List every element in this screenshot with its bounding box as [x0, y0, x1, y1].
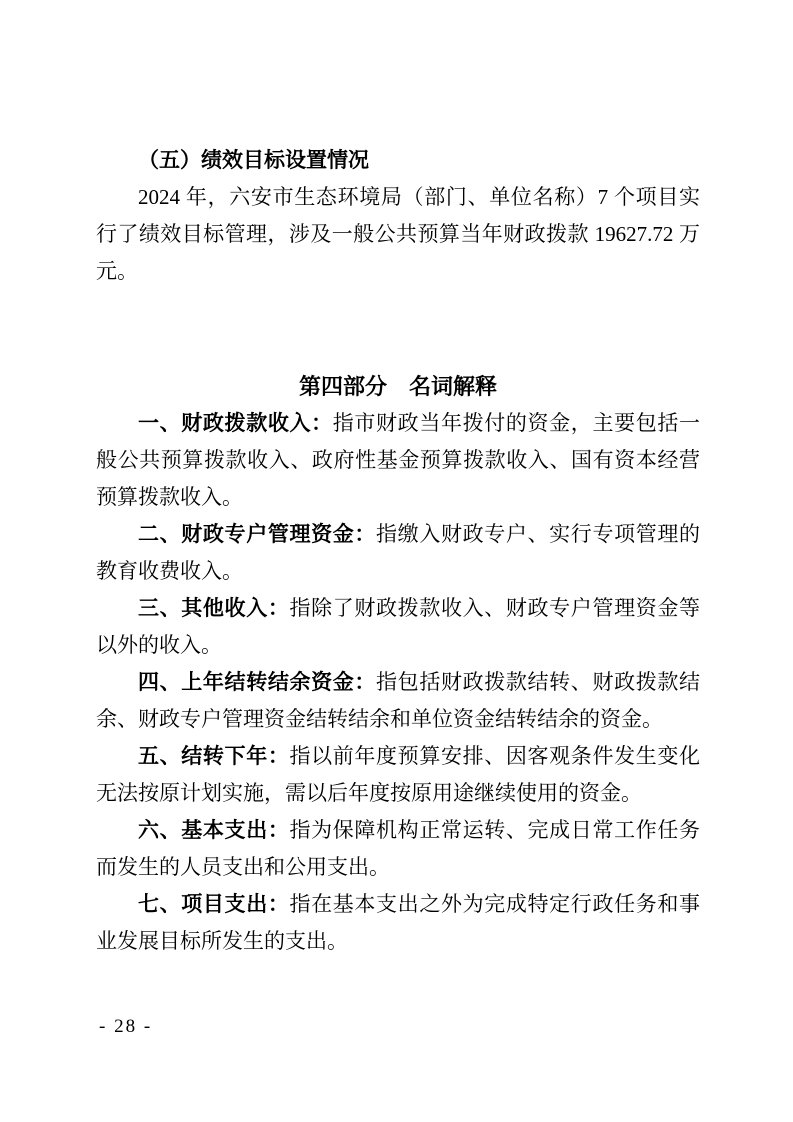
- definition-text: 指缴入财政专户、实行专项管理的教育收费收入。: [96, 522, 701, 583]
- definition-item: [96, 812, 700, 886]
- definition-item: [96, 590, 700, 664]
- definition-text: 指包括财政拨款结转、财政拨款结余、财政专户管理资金结转结余和单位资金结转结余的资金。: [96, 670, 701, 731]
- part-title: 第四部分 名词解释: [298, 374, 497, 399]
- page-content: [96, 142, 700, 960]
- definition-term: 二、财政专户管理资金：: [138, 523, 377, 546]
- definition-term: 五、结转下年：: [138, 745, 290, 768]
- definition-text: 指市财政当年拨付的资金，主要包括一般公共预算拨款收入、政府性基金预算拨款收入、国有资本经营预算拨款收入。: [96, 411, 701, 509]
- definition-text: 指为保障机构正常运转、完成日常工作任务而发生的人员支出和公用支出。: [96, 818, 701, 879]
- definition-item: [96, 886, 700, 960]
- definition-text: 指除了财政拨款收入、财政专户管理资金等以外的收入。: [96, 596, 701, 657]
- definition-item: [96, 664, 700, 738]
- definition-term: 七、项目支出：: [138, 893, 290, 916]
- definition-item: [96, 405, 700, 516]
- definition-term: 六、基本支出：: [138, 819, 290, 842]
- definition-term: 一、财政拨款收入：: [138, 412, 333, 435]
- definition-term: 三、其他收入：: [138, 597, 290, 620]
- section-heading: （五）绩效目标设置情况: [138, 148, 369, 172]
- definition-text: 指以前年度预算安排、因客观条件发生变化无法按原计划实施，需以后年度按原用途继续使用的资金。: [96, 744, 701, 805]
- definitions-list: [96, 405, 700, 960]
- section-paragraph: 2024 年，六安市生态环境局（部门、单位名称）7 个项目实行了绩效目标管理，涉及一般公共预算当年财政拨款 19627.72 万元。: [96, 185, 700, 283]
- definition-item: [96, 516, 700, 590]
- definition-text: 指在基本支出之外为完成特定行政任务和事业发展目标所发生的支出。: [96, 892, 701, 953]
- definition-item: [96, 738, 700, 812]
- definition-term: 四、上年结转结余资金：: [138, 671, 377, 694]
- page-number: - 28 -: [99, 1016, 153, 1037]
